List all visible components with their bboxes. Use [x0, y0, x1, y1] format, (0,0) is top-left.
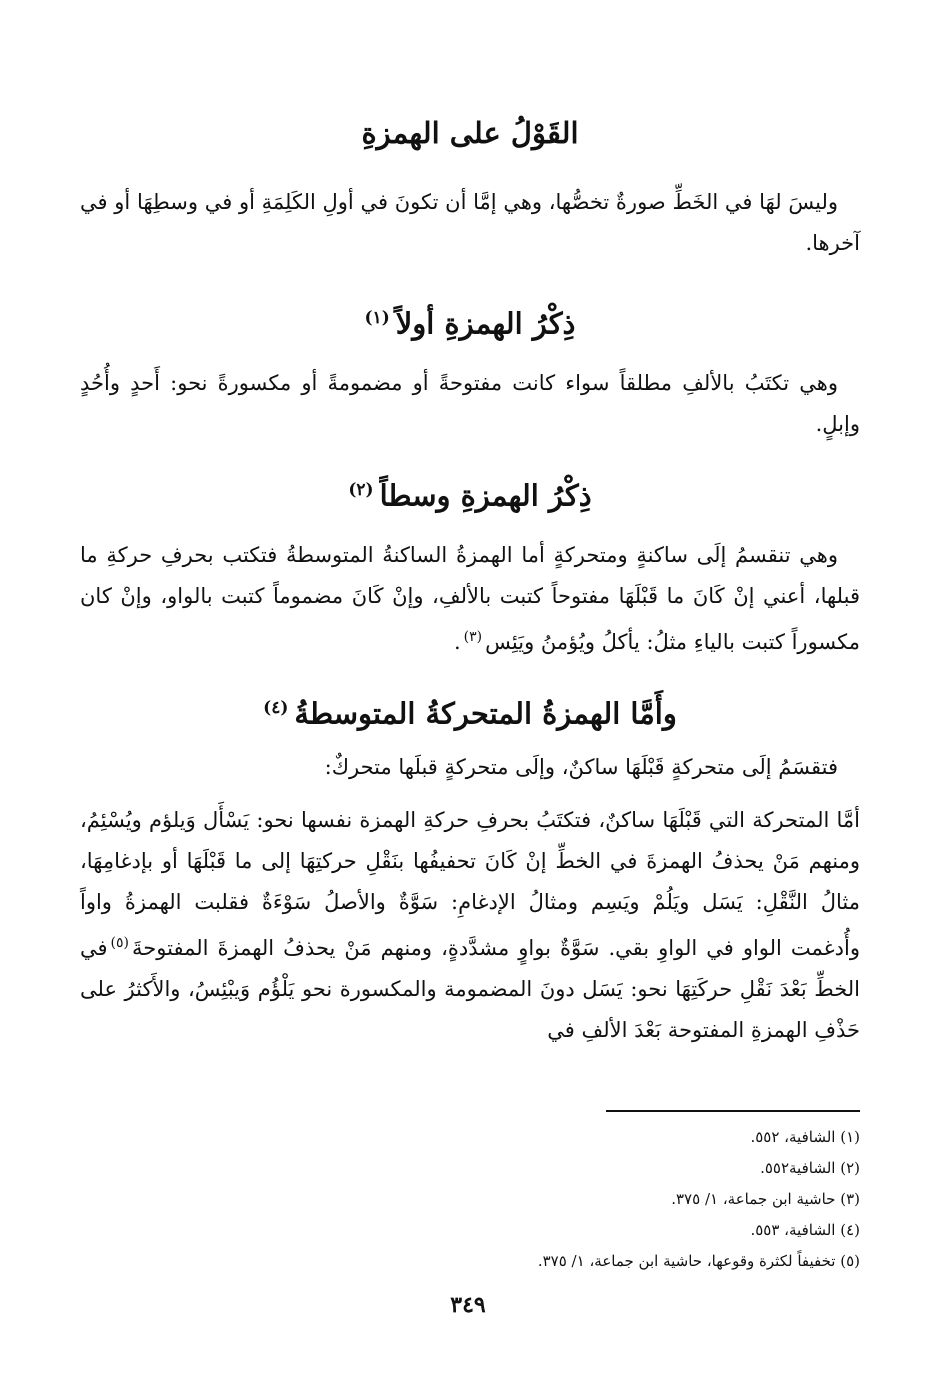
- paragraph-hamza-after-sakin: [80, 800, 860, 1051]
- paragraph-text: وهي تنقسمُ إلَى ساكنةٍ ومتحركةٍ أما الهمزةُ الساكنةُ المتوسطةُ فتكتب بحرفِ حركةِ ما قبلها، أعني إنْ كَانَ ما قَبْلَهَا مفتوحاً كتبت بالألفِ، وإنْ كَانَ مضموماً كتبت بالواو، وإنْ كان مكسوراً كتبت بالياءِ مثلُ: يأكلُ ويُؤمنُ ويَئِس: [80, 543, 860, 654]
- footnote-2: (٢) الشافية٥٥٢.: [760, 1159, 860, 1177]
- paragraph-text: أمَّا المتحركة التي قَبْلَهَا ساكنٌ، فتكتَبُ بحرفِ حركةِ الهمزة نفسها نحو: يَسْأَل وَيلؤم ويُسْئِمُ، ومنهم مَنْ يحذفُ الهمزةَ في الخطِّ إنْ كَانَ تحفيفُها بنَقْلِ حركتِهَا إلى ما قَبْلَهَا أو بإدغامِهَا، مثالُ النَّقْلِ: يَسَل ويَلُمْ ويَسِم ومثالُ الإدغامِ: سَوَّةٌ والأصلُ سَوْءَةٌ فقلبت الهمزةُ واواً وأُدغمت الواو في الواوِ بقي. سَوَّةٌ بواوٍ مشدَّدةٍ، ومنهم مَنْ يحذفُ الهمزةَ المفتوحةَ: [80, 808, 860, 960]
- footnote-reference: (١): [364, 308, 390, 328]
- footnotes: [80, 1122, 860, 1277]
- footnote-reference: (٥): [110, 935, 130, 951]
- footnote-4: (٤) الشافية، ٥٥٣.: [750, 1221, 860, 1239]
- paragraph-text: في الخطِّ بَعْدَ نَقْلِ حركَتِهَا نحو: يَسَل دونَ المضمومة والمكسورة نحو يَلْؤُم وَيبْئِسُ، والأَكثرُ على حَذْفِ الهمزةِ المفتوحة بَعْدَ الألفِ في: [80, 936, 860, 1042]
- paragraph-hamza-medial: وهي تنقسمُ إلَى ساكنةٍ ومتحركةٍ أما الهمزةُ الساكنةُ المتوسطةُ فتكتب بحرفِ حركةِ ما قبلها، أعني إنْ كَانَ ما قَبْلَهَا مفتوحاً كتبت بالألفِ، وإنْ كَانَ مضموماً كتبت بالواو، وإنْ كان مكسوراً كتبت بالياءِ مثلُ: يأكلُ ويُؤمنُ ويَئِس$^{(٣)}$.: [80, 543, 860, 654]
- paragraph-hamza-division: [80, 747, 860, 788]
- paragraph-text: وهي تكتَبُ بالألفِ مطلقاً سواء كانت مفتوحةً أو مضمومةً أو مكسورةً نحو: أَحدٍ وأُحُدٍ وإبلٍ.: [80, 371, 860, 436]
- paragraph-text: وليسَ لهَا في الخَطِّ صورةٌ تخصُّها، وهي إمَّا أن تكونَ في أولِ الكَلِمَةِ أو في وسطِهَا أو في آخرها.: [80, 190, 860, 255]
- paragraph-hamza-intro: [80, 182, 860, 264]
- footnote-1: (١) الشافية، ٥٥٢.: [750, 1128, 860, 1146]
- footnote-5: (٥) تخفيفاً لكثرة وقوعها، حاشية ابن جماعة، ١/ ٣٧٥.: [537, 1252, 860, 1270]
- footnote-reference: (٤): [263, 698, 289, 718]
- paragraph-text: فتقسَمُ إلَى متحركةٍ قَبْلَهَا ساكنٌ، وإلَى متحركةٍ قبلَها متحركٌ:: [324, 755, 838, 779]
- footnote-separator: [606, 1110, 860, 1112]
- heading-text: وأَمَّا الهمزةُ المتحركةُ المتوسطةُ: [294, 696, 677, 731]
- page-number: ٣٤٩: [450, 1292, 486, 1318]
- heading-hamza-medial: [80, 470, 860, 516]
- footnote-3: (٣) حاشية ابن جماعة، ١/ ٣٧٥.: [671, 1190, 860, 1208]
- paragraph-hamza-initial: [80, 363, 860, 445]
- footnote-reference: (٢): [348, 480, 374, 500]
- heading-text: ذِكْرُ الهمزةِ وسطاً: [379, 478, 592, 513]
- heading-text: القَوْلُ على الهمزةِ: [361, 116, 579, 150]
- heading-hamza-moving-medial: [80, 688, 860, 734]
- footnote-reference: (٣): [463, 629, 483, 645]
- heading-hamza-statement: [80, 113, 860, 153]
- heading-hamza-initial: [80, 298, 860, 344]
- heading-text: ذِكْرُ الهمزةِ أولاً: [395, 306, 576, 341]
